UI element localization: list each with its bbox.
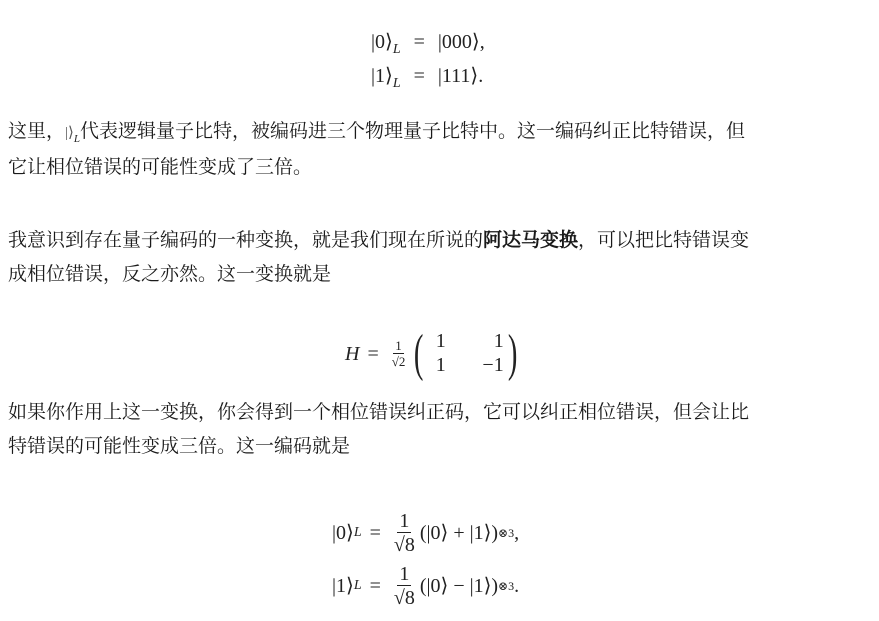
equation-phase-one: |1⟩ L = $\frac{1}{√8}$ (|0⟩ − |1⟩) ⊗3 . <box>332 562 520 609</box>
paragraph-hadamard-intro: 我意识到存在量子编码的一种变换，就是我们现在所说的阿达马变换，可以把比特错误变 成相位错误，反之亦然。这一变换就是 <box>8 229 750 285</box>
equation-phase-zero: |0⟩ L = $\frac{1}{√8}$ (|0⟩ + |1⟩) ⊗3 , <box>332 509 520 556</box>
paragraph-logical-qubit: 这里，$|⟩_L$代表逻辑量子比特，被编码进三个物理量子比特中。这一编码纠正比特错误，但 它让相位错误的可能性变成了三倍。 <box>8 120 746 178</box>
ket-zero-l: |0⟩ <box>371 31 393 53</box>
ket-111: |111⟩ <box>437 65 479 87</box>
paragraph-phase-code: 如果你作用上这一变换，你会得到一个相位错误纠正码，它可以纠正相位错误，但会让比 特错误的可能性变成三倍。这一编码就是 <box>8 401 750 457</box>
hadamard-matrix: 1 1 1 −1 <box>435 330 504 376</box>
equation-logical-one: $|1⟩_L$ = |111⟩. <box>371 65 484 91</box>
right-paren: ) <box>507 325 518 382</box>
norm-fraction: $\frac{1}{√8}$ <box>393 509 415 556</box>
hadamard-term: 阿达马变换 <box>483 229 579 251</box>
ket-000: |000⟩ <box>437 31 480 53</box>
ket-one-l: |1⟩ <box>371 65 393 87</box>
left-paren: ( <box>414 325 424 382</box>
hadamard-symbol: H <box>345 342 360 365</box>
equation-logical-zero: $|0⟩_L$ = |000⟩, <box>371 31 485 57</box>
hadamard-prefactor: $\frac{1}{√2}$ <box>391 337 406 369</box>
hadamard-equation: H = $\frac{1}{√2}$ ( 1 1 1 −1 ) <box>345 325 518 382</box>
ket-symbol: |⟩ <box>65 125 74 141</box>
norm-fraction: $\frac{1}{√8}$ <box>393 562 415 609</box>
